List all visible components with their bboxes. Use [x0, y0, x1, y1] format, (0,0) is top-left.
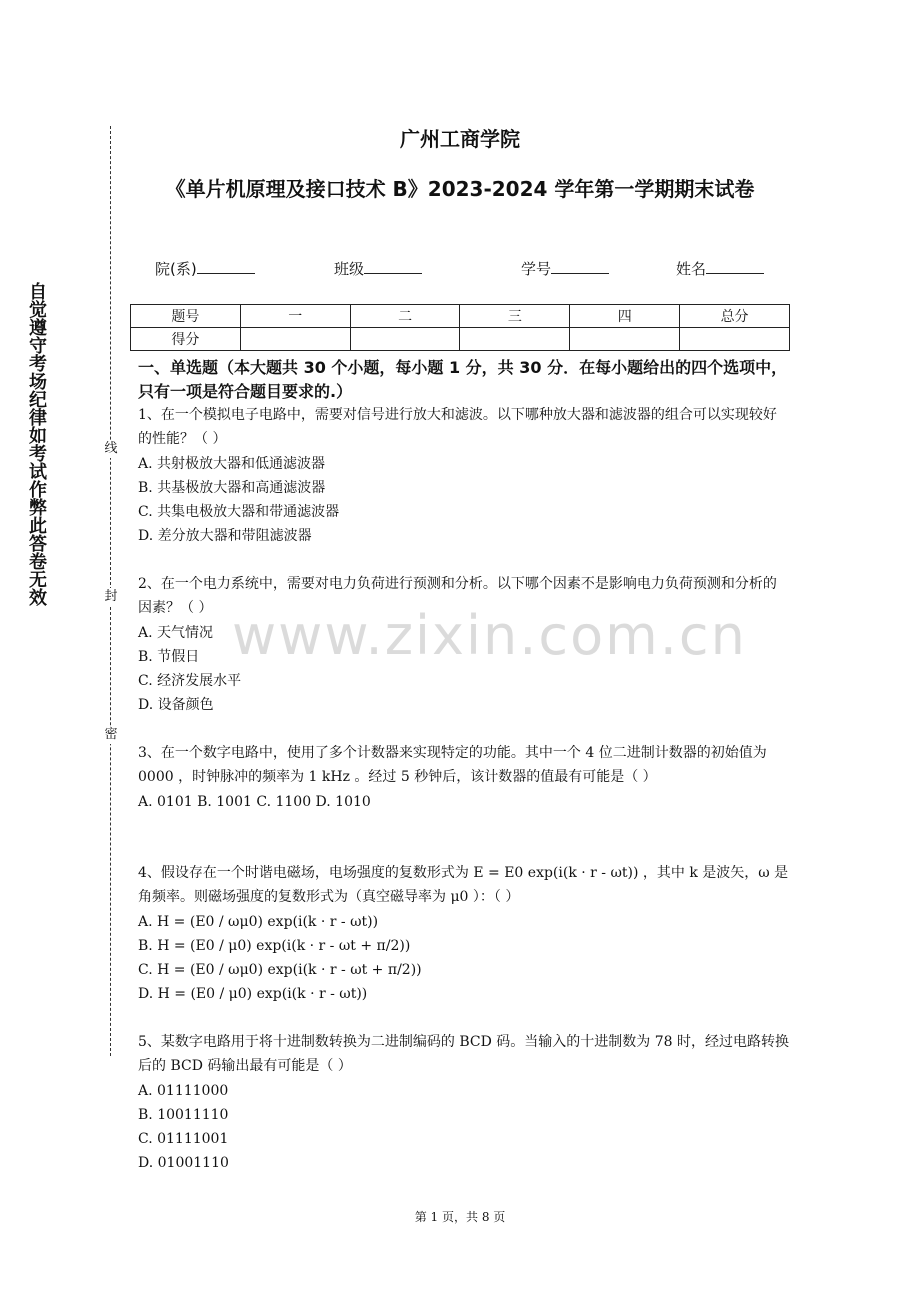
- question-5: [138, 1030, 790, 1176]
- student-id-blank[interactable]: [551, 259, 609, 274]
- option[interactable]: A. 天气情况: [138, 624, 214, 641]
- score-header-cell: 题号: [131, 305, 241, 328]
- class-label: 班级: [334, 260, 365, 278]
- question-stem: 3、在一个数字电路中，使用了多个计数器来实现特定的功能。其中一个 4 位二进制计数器的初始值为 0000 ，时钟脉冲的频率为 1 kHz 。经过 5 秒钟后，该计数器的值最有可能是（ ）: [138, 745, 767, 786]
- score-cell[interactable]: [570, 328, 680, 351]
- score-header-cell: 总分: [680, 305, 790, 328]
- name-field[interactable]: [676, 258, 764, 279]
- score-header-cell: 二: [350, 305, 460, 328]
- score-cell[interactable]: [460, 328, 570, 351]
- question-4: [138, 861, 790, 1007]
- exam-discipline-notice: 自觉遵守考场纪律如考试作弊此答卷无效: [26, 282, 47, 606]
- student-id-label: 学号: [521, 260, 552, 278]
- option[interactable]: A. 0101 B. 1001 C. 1100 D. 1010: [138, 793, 371, 810]
- question-stem: 1、在一个模拟电子电路中，需要对信号进行放大和滤波。以下哪种放大器和滤波器的组合可以实现较好的性能？（ ）: [138, 407, 777, 448]
- page-footer: 第 1 页，共 8 页: [414, 1210, 506, 1224]
- score-cell[interactable]: [240, 328, 350, 351]
- score-table-score-row: [131, 328, 790, 351]
- option[interactable]: D. 01001110: [138, 1155, 229, 1172]
- option[interactable]: B. 节假日: [138, 648, 200, 665]
- name-label: 姓名: [676, 260, 707, 278]
- question-stem: 2、在一个电力系统中，需要对电力负荷进行预测和分析。以下哪个因素不是影响电力负荷预测和分析的因素？（ ）: [138, 576, 777, 617]
- score-cell[interactable]: [680, 328, 790, 351]
- option[interactable]: A. H = (E0 / ωμ0) exp(i(k · r - ωt)): [138, 913, 379, 930]
- option[interactable]: C. 共集电极放大器和带通滤波器: [138, 504, 340, 521]
- class-field[interactable]: [334, 258, 422, 279]
- option[interactable]: B. 共基极放大器和高通滤波器: [138, 479, 326, 496]
- question-stem: 4、假设存在一个时谐电磁场，电场强度的复数形式为 E = E0 exp(i(k · r - ωt)) ，其中 k 是波矢，ω 是角频率。则磁场强度的复数形式为（真空磁导率为 μ0 ）：（ ）: [138, 865, 789, 906]
- school-title: 广州工商学院: [400, 127, 520, 151]
- seal-char-seal: 封: [104, 589, 118, 604]
- option[interactable]: C. H = (E0 / ωμ0) exp(i(k · r - ωt + π/2)): [138, 962, 422, 979]
- seal-char-line: 线: [104, 441, 118, 456]
- option[interactable]: D. H = (E0 / μ0) exp(i(k · r - ωt)): [138, 986, 368, 1003]
- score-cell[interactable]: [350, 328, 460, 351]
- question-stem: 5、某数字电路用于将十进制数转换为二进制编码的 BCD 码。当输入的十进制数为 78 时，经过电路转换后的 BCD 码输出最有可能是（ ）: [138, 1034, 790, 1075]
- score-header-cell: 三: [460, 305, 570, 328]
- seal-char-secret: 密: [104, 727, 118, 742]
- question-3: [138, 741, 790, 814]
- option[interactable]: A. 01111000: [138, 1082, 229, 1099]
- department-blank[interactable]: [197, 259, 255, 274]
- name-blank[interactable]: [706, 259, 764, 274]
- department-field[interactable]: [155, 258, 255, 279]
- option[interactable]: C. 01111001: [138, 1131, 229, 1148]
- option[interactable]: C. 经济发展水平: [138, 673, 242, 690]
- option[interactable]: D. 差分放大器和带阻滤波器: [138, 528, 312, 545]
- class-blank[interactable]: [364, 259, 422, 274]
- student-id-field[interactable]: [521, 258, 609, 279]
- section-heading: 一、单选题（本大题共 30 个小题，每小题 1 分，共 30 分．在每小题给出的四个选项中，只有一项是符合题目要求的.）: [138, 358, 788, 401]
- question-1: [138, 403, 790, 549]
- option[interactable]: A. 共射极放大器和低通滤波器: [138, 455, 326, 472]
- department-label: 院(系): [155, 260, 197, 278]
- option[interactable]: B. 10011110: [138, 1106, 229, 1123]
- score-header-cell: 四: [570, 305, 680, 328]
- watermark: www.zixin.com.cn: [232, 604, 747, 667]
- score-table-header-row: [131, 305, 790, 328]
- score-table: [130, 304, 790, 351]
- score-header-cell: 一: [240, 305, 350, 328]
- exam-title: 《单片机原理及接口技术 B》2023-2024 学年第一学期期末试卷: [165, 177, 755, 201]
- option[interactable]: D. 设备颜色: [138, 697, 214, 714]
- score-row-label: 得分: [131, 328, 241, 351]
- option[interactable]: B. H = (E0 / μ0) exp(i(k · r - ωt + π/2)): [138, 937, 411, 954]
